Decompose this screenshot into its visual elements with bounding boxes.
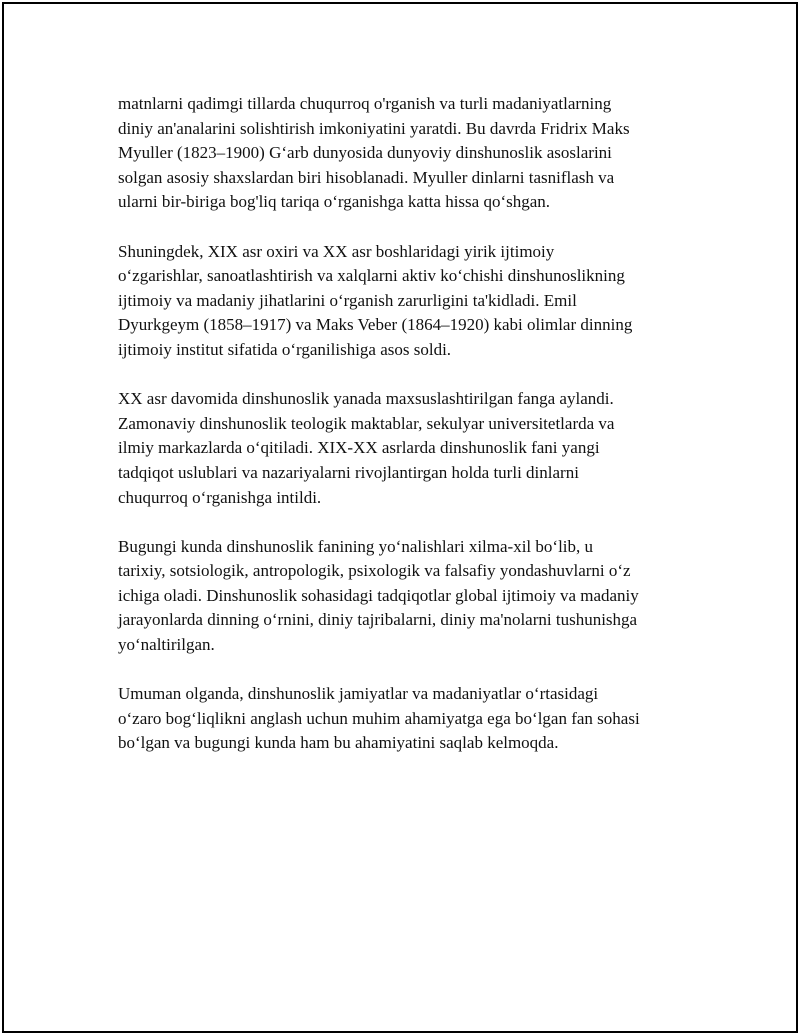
paragraph-4: Bugungi kunda dinshunoslik fanining yo‘nalishlari xilma-xil bo‘lib, u tarixiy, sotsiologik, antropologik, psixologik va falsafiy yondashuvlarni o‘z ichiga oladi. Dinshunoslik sohasidagi tadqiqotlar global ijtimoiy va madaniy jarayonlarda dinning o‘rnini, diniy tajribalarni, diniy ma'nolarni tushunishga yo‘naltirilgan. bbox=[118, 536, 639, 655]
paragraph-5: Umuman olganda, dinshunoslik jamiyatlar va madaniyatlar o‘rtasidagi o‘zaro bog‘liqlikni anglash uchun muhim ahamiyatga ega bo‘lgan fan sohasi bo‘lgan va bugungi kunda ham bu ahamiyatini saqlab kelmoqda. bbox=[118, 684, 640, 753]
paragraph-3: XX asr davomida dinshunoslik yanada maxsuslashtirilgan fanga aylandi. Zamonaviy dinshunoslik teologik maktablar, sekulyar universitetlarda va ilmiy markazlarda o‘qitiladi. XIX-XX asrlarda dinshunoslik fani yangi tadqiqot uslublari va nazariyalarni rivojlantirgan holda turli dinlarni chuqurroq o‘rganishga intildi. bbox=[118, 389, 615, 507]
paragraph-2: Shuningdek, XIX asr oxiri va XX asr boshlaridagi yirik ijtimoiy o‘zgarishlar, sanoatlashtirish va xalqlarni aktiv ko‘chishi dinshunoslikning ijtimoiy va madaniy jihatlarini o‘rganish zarurligini ta'kidladi. Emil Dyurkgeym (1858–1917) va Maks Veber (1864–1920) kabi olimlar dinning ijtimoiy institut sifatida o‘rganilishiga asos soldi. bbox=[118, 241, 633, 359]
paragraph-1: matnlarni qadimgi tillarda chuqurroq o'rganish va turli madaniyatlarning diniy an'analarini solishtirish imkoniyatini yaratdi. Bu davrda Fridrix Maks Myuller (1823–1900) G‘arb dunyosida dunyoviy dinshunoslik asoslarini solgan asosiy shaxslardan biri hisoblanadi. Myuller dinlarni tasniflash va ularni bir-biriga bog'liq tariqa o‘rganishga katta hissa qo‘shgan. bbox=[118, 94, 630, 212]
document-body bbox=[118, 92, 698, 781]
